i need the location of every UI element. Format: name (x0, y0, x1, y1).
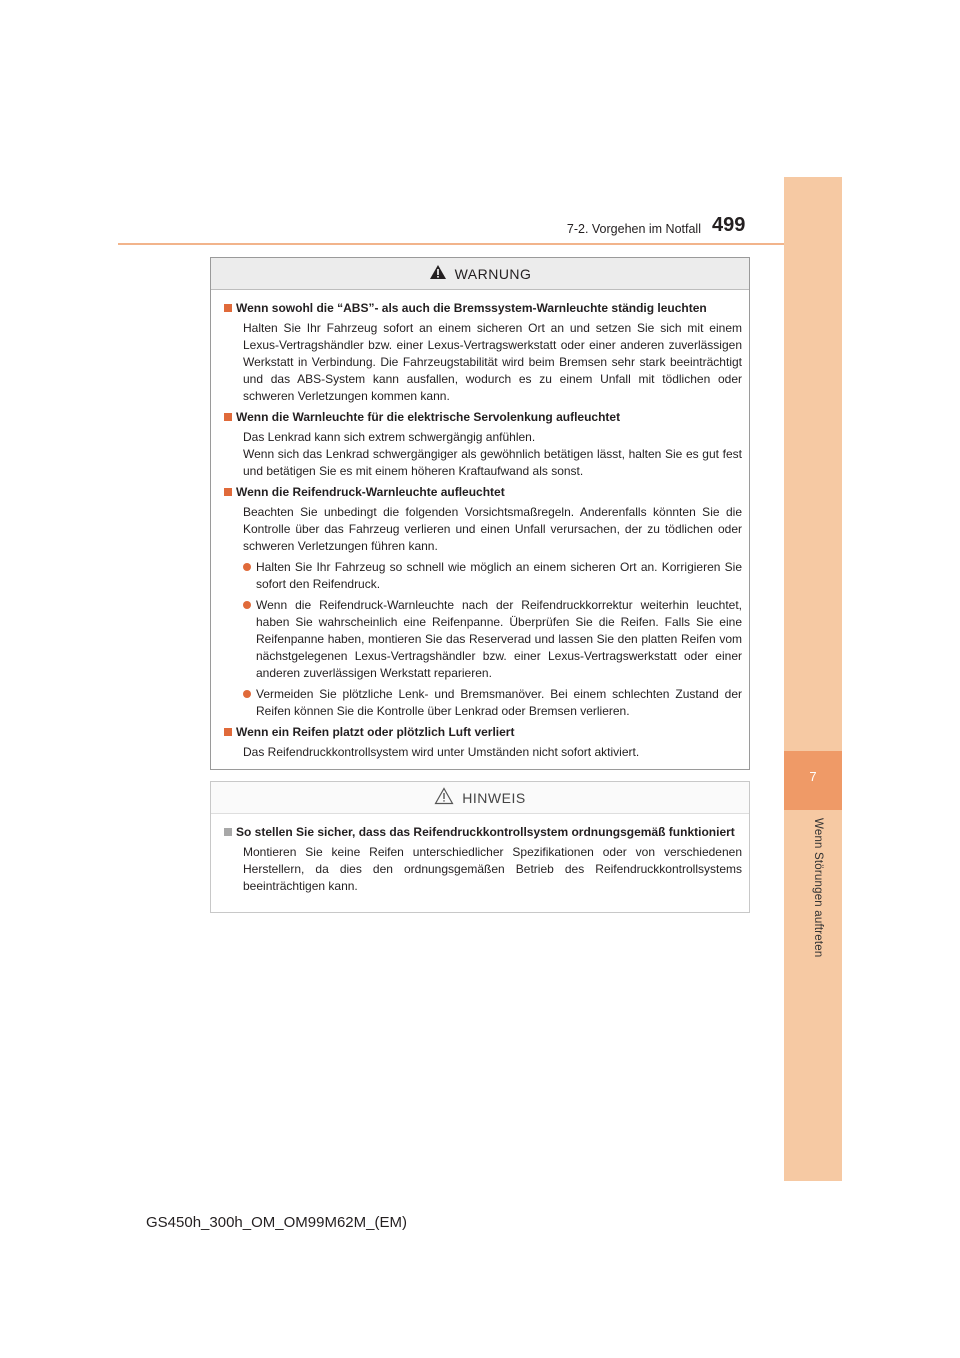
warning-item-title: Wenn sowohl die “ABS”- als auch die Bremssystem-Warnleuchte ständig leuchten (236, 301, 707, 315)
chapter-title: Wenn Störungen auftreten (812, 818, 824, 958)
notice-box (210, 781, 750, 913)
header-divider (118, 243, 784, 245)
document-code: GS450h_300h_OM_OM99M62M_(EM) (146, 1214, 407, 1231)
dot-bullet-icon (243, 690, 251, 698)
warning-item-abs (224, 300, 742, 405)
warning-paragraph: Wenn sich das Lenkrad schwergängiger als gewöhnlich betätigen lässt, halten Sie es gut fest und betätigen Sie es mit einem höheren Kraftaufwand als sonst. (243, 447, 742, 478)
warning-paragraph: Beachten Sie unbedingt die folgenden Vorsichtsmaßregeln. Anderenfalls könnten Sie die Kontrolle über das Fahrzeug verlieren und einen Unfall verursachen, der zu tödlichen oder schweren Verletzungen führen kann. (243, 505, 742, 553)
warning-item-tire-burst (224, 724, 742, 761)
warning-content (211, 290, 749, 761)
warning-triangle-icon (429, 264, 447, 283)
chapter-side-tab (784, 177, 842, 1181)
section-title: 7-2. Vorgehen im Notfall (566, 222, 701, 236)
notice-title: HINWEIS (462, 789, 526, 806)
warning-title: WARNUNG (454, 265, 532, 282)
square-bullet-icon (224, 728, 232, 736)
notice-item (224, 824, 742, 895)
list-item: Wenn die Reifendruck-Warnleuchte nach der Reifendruckkorrektur weiterhin leuchtet, haben Sie wahrscheinlich eine Reifenpanne. Überprüfen Sie die Reifen. Falls Sie eine Reifenpanne haben, montieren Sie das Reserverad und lassen Sie den platten Reifen vom nächstgelegenen Lexus-Vertragshändler bzw. einer Lexus-Vertragswerkstatt oder einer anderen zuverlässigen Werkstatt reparieren. (243, 597, 742, 682)
square-bullet-icon (224, 413, 232, 421)
notice-paragraph: Montieren Sie keine Reifen unterschiedlicher Spezifikationen oder von verschiedenen Herstellern, da dies den ordnungsgemäßen Betrieb des Reifendruckkontrollsystems beeinträchtigen kann. (243, 845, 742, 893)
warning-item-steering (224, 409, 742, 480)
warning-item-title: Wenn ein Reifen platzt oder plötzlich Luft verliert (236, 725, 515, 739)
notice-triangle-icon (434, 787, 454, 808)
notice-content (211, 814, 749, 895)
square-bullet-icon (224, 304, 232, 312)
warning-paragraph: Das Reifendruckkontrollsystem wird unter Umständen nicht sofort aktiviert. (243, 745, 640, 759)
dot-bullet-icon (243, 601, 251, 609)
page-number: 499 (712, 214, 746, 236)
list-item: Halten Sie Ihr Fahrzeug so schnell wie möglich an einem sicheren Ort an. Korrigieren Sie sofort den Reifendruck. (243, 559, 742, 593)
warning-item-tire-pressure (224, 484, 742, 720)
warning-paragraph: Das Lenkrad kann sich extrem schwergängig anfühlen. (243, 430, 536, 444)
list-item: Vermeiden Sie plötzliche Lenk- und Bremsmanöver. Bei einem schlechten Zustand der Reifen können Sie die Kontrolle über Lenkrad oder Bremsen verlieren. (243, 686, 742, 720)
dot-bullet-icon (243, 563, 251, 571)
warning-box (210, 257, 750, 770)
square-bullet-icon (224, 828, 232, 836)
warning-item-title: Wenn die Warnleuchte für die elektrische Servolenkung aufleuchtet (236, 410, 621, 424)
warning-paragraph: Halten Sie Ihr Fahrzeug sofort an einem sicheren Ort an und setzen Sie sich mit einem Lexus-Vertragshändler bzw. einer Lexus-Vertragswerkstatt oder einer anderen zuverlässigen Werkstatt in Verbindung. Die Fahrzeugstabilität wird beim Bremsen sehr stark beeinträchtigt und das ABS-System kann ausfallen, wodurch es zu einem Unfall mit tödlichen oder schweren Verletzungen kommen kann. (243, 321, 742, 403)
warning-item-title: Wenn die Reifendruck-Warnleuchte aufleuchtet (236, 485, 505, 499)
notice-item-title: So stellen Sie sicher, dass das Reifendruckkontrollsystem ordnungsgemäß funktioniert (236, 825, 735, 839)
warning-header (211, 258, 749, 290)
chapter-number: 7 (784, 751, 842, 810)
notice-header (211, 782, 749, 814)
square-bullet-icon (224, 488, 232, 496)
